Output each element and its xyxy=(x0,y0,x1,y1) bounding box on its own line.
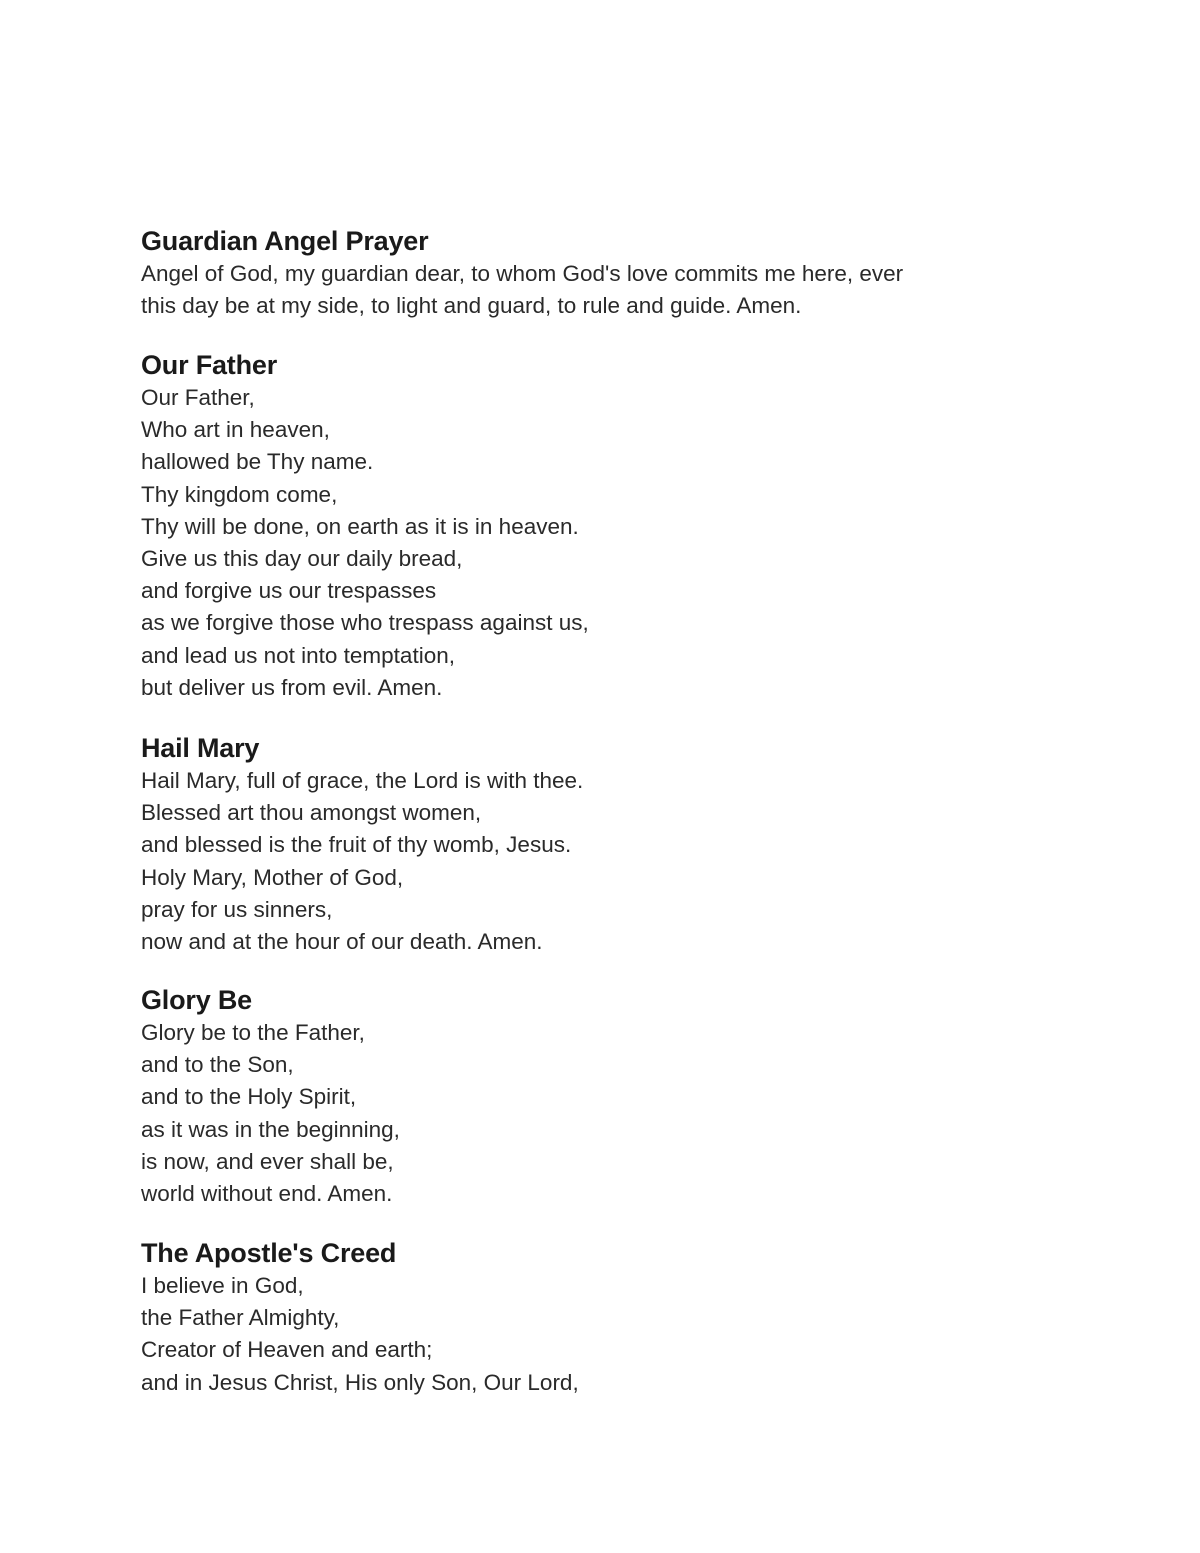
text-line: and to the Son, xyxy=(141,1052,294,1078)
prayer-section-glory-be xyxy=(141,983,400,1210)
text-line: as it was in the beginning, xyxy=(141,1116,400,1142)
text-line: Glory be to the Father, xyxy=(141,1020,365,1045)
text-line: Thy will be done, on earth as it is in heaven. xyxy=(141,513,579,539)
section-heading: Hail Mary xyxy=(141,733,260,763)
section-heading: Guardian Angel Prayer xyxy=(141,226,429,256)
section-body xyxy=(141,1017,400,1210)
text-line: but deliver us from evil. Amen. xyxy=(141,674,443,700)
text-line: world without end. Amen. xyxy=(141,1181,393,1207)
text-line: pray for us sinners, xyxy=(141,896,333,922)
text-line: Our Father, xyxy=(141,385,255,410)
text-line: Creator of Heaven and earth; xyxy=(141,1337,433,1363)
text-line: Who art in heaven, xyxy=(141,417,330,443)
text-line: and forgive us our trespasses xyxy=(141,578,437,604)
text-line: and lead us not into temptation, xyxy=(141,642,455,668)
text-line: Angel of God, my guardian dear, to whom God's love commits me here, ever xyxy=(141,261,904,286)
text-line: I believe in God, xyxy=(141,1273,304,1298)
text-line: is now, and ever shall be, xyxy=(141,1148,394,1174)
text-line: Holy Mary, Mother of God, xyxy=(141,864,404,890)
text-line: Blessed art thou amongst women, xyxy=(141,800,482,826)
text-line: now and at the hour of our death. Amen. xyxy=(141,929,543,955)
text-line: the Father Almighty, xyxy=(141,1305,340,1331)
section-body xyxy=(141,765,583,958)
text-line: and blessed is the fruit of thy womb, Jesus. xyxy=(141,832,572,858)
prayer-section-apostles-creed xyxy=(141,1236,579,1399)
text-line: and to the Holy Spirit, xyxy=(141,1084,357,1110)
text-line: this day be at my side, to light and guard, to rule and guide. Amen. xyxy=(141,293,802,319)
text-line: Give us this day our daily bread, xyxy=(141,546,463,572)
section-heading: Our Father xyxy=(141,350,278,380)
section-heading: Glory Be xyxy=(141,985,252,1015)
section-body xyxy=(141,1270,579,1399)
text-line: as we forgive those who trespass against us, xyxy=(141,610,589,636)
section-heading: The Apostle's Creed xyxy=(141,1238,397,1268)
section-body xyxy=(141,382,589,704)
prayer-section-guardian-angel xyxy=(141,224,903,322)
prayer-section-hail-mary xyxy=(141,731,583,958)
section-body xyxy=(141,258,903,322)
prayer-section-our-father xyxy=(141,348,589,704)
text-line: hallowed be Thy name. xyxy=(141,449,374,475)
text-line: Hail Mary, full of grace, the Lord is with thee. xyxy=(141,768,584,793)
text-line: Thy kingdom come, xyxy=(141,481,338,507)
text-line: and in Jesus Christ, His only Son, Our Lord, xyxy=(141,1369,579,1395)
